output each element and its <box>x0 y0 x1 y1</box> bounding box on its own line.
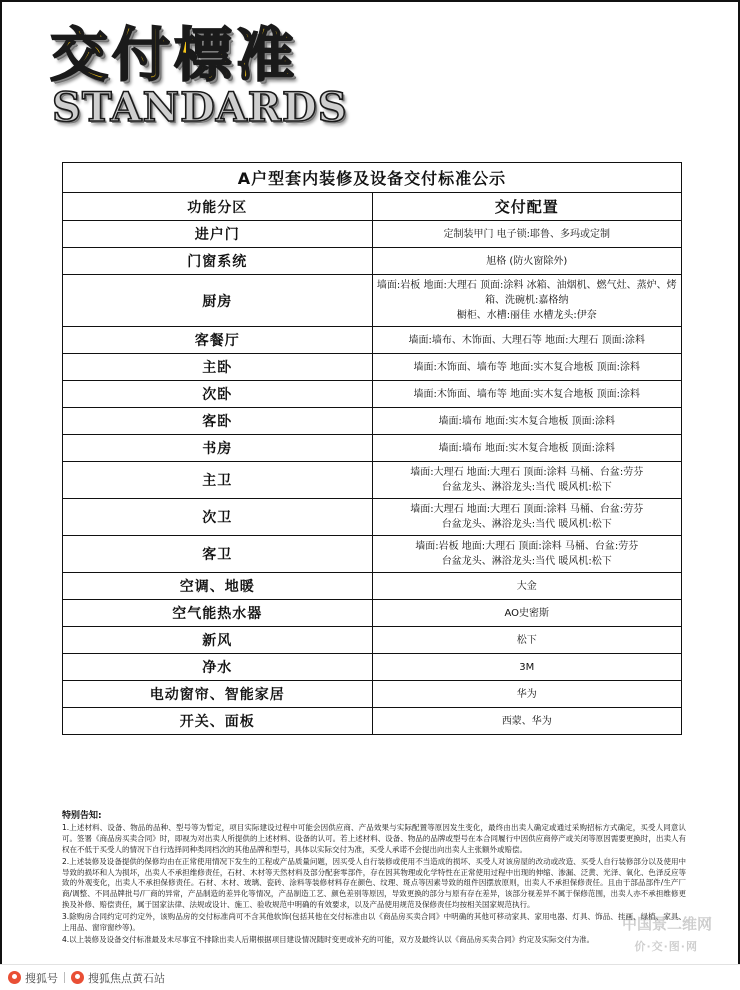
table-row <box>63 536 682 573</box>
table-header-row <box>63 193 682 221</box>
config-study <box>372 435 682 462</box>
config-line: 台盆龙头、淋浴龙头:当代 暖风机:松下 <box>441 519 612 530</box>
table-row <box>63 600 682 627</box>
table-row <box>63 708 682 735</box>
config-master-bathroom <box>372 462 682 499</box>
config-line: 橱柜、水槽:丽佳 水槽龙头:伊奈 <box>456 310 597 321</box>
table-title: A户型套内装修及设备交付标准公示 <box>63 163 682 193</box>
config-line: 墙面:岩板 地面:大理石 顶面:涂料 冰箱、油烟机、燃气灶、蒸炉、烤箱、洗碗机:嘉格纳 <box>376 280 677 306</box>
sohu-brand[interactable] <box>8 970 58 986</box>
config-line: 台盆龙头、淋浴龙头:当代 暖风机:松下 <box>441 482 612 493</box>
config-line: 墙面:墙布 地面:实木复合地板 顶面:涂料 <box>438 442 615 454</box>
zone-second-bedroom: 次卧 <box>63 381 373 408</box>
header-title-english: STANDARDS <box>52 84 348 131</box>
column-header-zone: 功能分区 <box>63 193 373 221</box>
config-water-purification <box>372 654 682 681</box>
config-line: 松下 <box>516 634 537 646</box>
delivery-standards-table-wrapper <box>62 162 682 735</box>
zone-switches-panels: 开关、面板 <box>63 708 373 735</box>
header-title-chinese: 交付標准 <box>50 21 299 89</box>
delivery-standards-table <box>62 162 682 735</box>
footnotes-section <box>62 808 686 947</box>
config-door-window-system <box>372 248 682 275</box>
zone-second-bathroom: 次卫 <box>63 499 373 536</box>
config-ac-floorheating <box>372 573 682 600</box>
footnotes-title: 特别告知: <box>62 811 102 821</box>
config-guest-bedroom <box>372 408 682 435</box>
watermark-primary: 中国景二维网 <box>621 915 712 933</box>
table-row <box>63 327 682 354</box>
config-line: 墙面:大理石 地面:大理石 顶面:涂料 马桶、台盆:劳芬 <box>410 467 644 478</box>
config-kitchen <box>372 275 682 327</box>
sohu-logo-icon <box>8 971 21 984</box>
zone-master-bedroom: 主卧 <box>63 354 373 381</box>
account-avatar-icon <box>71 971 84 984</box>
zone-air-source-water-heater: 空气能热水器 <box>63 600 373 627</box>
table-row <box>63 654 682 681</box>
table-row <box>63 354 682 381</box>
config-line: 墙面:大理石 地面:大理石 顶面:涂料 马桶、台盆:劳芬 <box>410 504 644 515</box>
column-header-config: 交付配置 <box>372 193 682 221</box>
table-row <box>63 248 682 275</box>
divider <box>64 972 65 983</box>
config-line: 3M <box>519 661 535 673</box>
table-row <box>63 221 682 248</box>
config-second-bedroom <box>372 381 682 408</box>
zone-door-window-system: 门窗系统 <box>63 248 373 275</box>
sohu-account-label: 搜狐焦点黄石站 <box>88 971 165 985</box>
table-row <box>63 462 682 499</box>
footnote-item: 2.上述装修及设备提供的保修均由在正常使用情况下发生的工程或产品质量问题，因买受人自行装修或使用不当造成的损坏、买受人对该房屋的改动或改造、买受人自行装修部分以及使用中导致的损坏和人为损坏，出卖人不承担维修责任，石材、木材等天然材料及部分配套零部件，存在因其物理或化学特性在正常使用过程中出现的伸缩、渗漏、泛黄、光泽、氧化、色泽反应等致的外观变化，出卖人不承担保修责任。石材、木材、玻璃、瓷砖、涂料等装修材料存在颜色、纹理、斑点等因素导致的组件因摆放原则，出卖人不承担保修责任。且由于部品部件/生产厂商/调整、不同品牌批号/厂商的异常，产品制造的差异化等情况，产品制造工艺、颜色差别等原因，导致更换的部分与原有存在差异，该部分视差异不属于保修范围，出卖人亦不承担维修更换及补修、赔偿责任，属于国家法律、法规或设计、施工、验收规范中明确的有效要求，以及产品使用规范及保修责任均按相关国家规范执行。 <box>62 856 686 910</box>
watermark-secondary: 价·交·图·网 <box>634 940 698 953</box>
zone-entry-door: 进户门 <box>63 221 373 248</box>
footnote-item: 4.以上装修及设备交付标准最及未尽事宜不排除出卖人后期根据项目建设情况随时变更或补充的可能，双方及最终认以《商品房买卖合同》约定及实际交付为准。 <box>62 934 595 944</box>
config-switches-panels <box>372 708 682 735</box>
zone-guest-bathroom: 客卫 <box>63 536 373 573</box>
config-line: 台盆龙头、淋浴龙头:当代 暖风机:松下 <box>441 556 612 567</box>
config-living-dining <box>372 327 682 354</box>
zone-fresh-air: 新风 <box>63 627 373 654</box>
table-row <box>63 408 682 435</box>
config-line: 墙面:岩板 地面:大理石 顶面:涂料 马桶、台盆:劳芬 <box>415 541 639 552</box>
table-row <box>63 435 682 462</box>
zone-water-purification: 净水 <box>63 654 373 681</box>
config-master-bedroom <box>372 354 682 381</box>
config-line: 墙面:墙布 地面:实木复合地板 顶面:涂料 <box>438 415 615 427</box>
table-row <box>63 681 682 708</box>
config-line: 华为 <box>516 688 537 700</box>
config-guest-bathroom <box>372 536 682 573</box>
header-artwork <box>50 21 370 136</box>
config-curtains-smarthome <box>372 681 682 708</box>
config-line: 大金 <box>516 580 537 592</box>
zone-curtains-smarthome: 电动窗帘、智能家居 <box>63 681 373 708</box>
table-row <box>63 627 682 654</box>
zone-ac-floorheating: 空调、地暖 <box>63 573 373 600</box>
config-air-source-water-heater <box>372 600 682 627</box>
config-entry-door <box>372 221 682 248</box>
zone-study: 书房 <box>63 435 373 462</box>
sohu-account[interactable] <box>71 970 165 986</box>
table-row <box>63 275 682 327</box>
config-line: 墙面:木饰面、墙布等 地面:实木复合地板 顶面:涂料 <box>413 388 640 400</box>
footnote-item: 3.除购房合同约定可约定外，该购品房的交付标准尚可不含其他软饰(包括其他在交付标准由以《商品房买卖合同》中明确的其他可移动家具、家用电器、灯具、饰品、挂画、绿植、家具、上用品、窗帘窗纱等)。 <box>62 912 686 932</box>
config-line: 墙面:墙布、木饰面、大理石等 地面:大理石 顶面:涂料 <box>408 334 645 346</box>
sohu-brand-label: 搜狐号 <box>25 971 58 985</box>
zone-master-bathroom: 主卫 <box>63 462 373 499</box>
table-row <box>63 499 682 536</box>
config-line: 墙面:木饰面、墙布等 地面:实木复合地板 顶面:涂料 <box>413 361 640 373</box>
config-line: 旭格 (防火窗除外) <box>486 255 568 267</box>
bottom-bar <box>0 964 740 990</box>
config-fresh-air <box>372 627 682 654</box>
table-row <box>63 573 682 600</box>
config-line: AO史密斯 <box>504 607 550 619</box>
zone-living-dining: 客餐厅 <box>63 327 373 354</box>
config-line: 定制装甲门 电子锁:耶鲁、多玛或定制 <box>443 228 611 240</box>
zone-guest-bedroom: 客卧 <box>63 408 373 435</box>
config-line: 西蒙、华为 <box>501 715 552 727</box>
config-second-bathroom <box>372 499 682 536</box>
zone-kitchen: 厨房 <box>63 275 373 327</box>
footnote-item: 1.上述材料、设备、物品的品种、型号等为暂定，项目实际建设过程中可能会因供应商、产品效果与实际配置等原因发生变化，最终由出卖人确定或通过采购招标方式确定，买受人同意认可。签署《商品房买卖合同》时，即视为对出卖人所提供的上述材料、设备的认可。若上述材料、设备、物品的品牌或型号在本合同履行中因供应商停产或关闭等原因需要更换时，出卖人有权在不低于买受人的情况下自行选择同种类同档次的其他品牌和型号，具体以实际交付为准，买受人承诺不会提出向出卖人主张额外或赔偿。 <box>62 823 686 854</box>
table-title-row <box>63 163 682 193</box>
table-row <box>63 381 682 408</box>
